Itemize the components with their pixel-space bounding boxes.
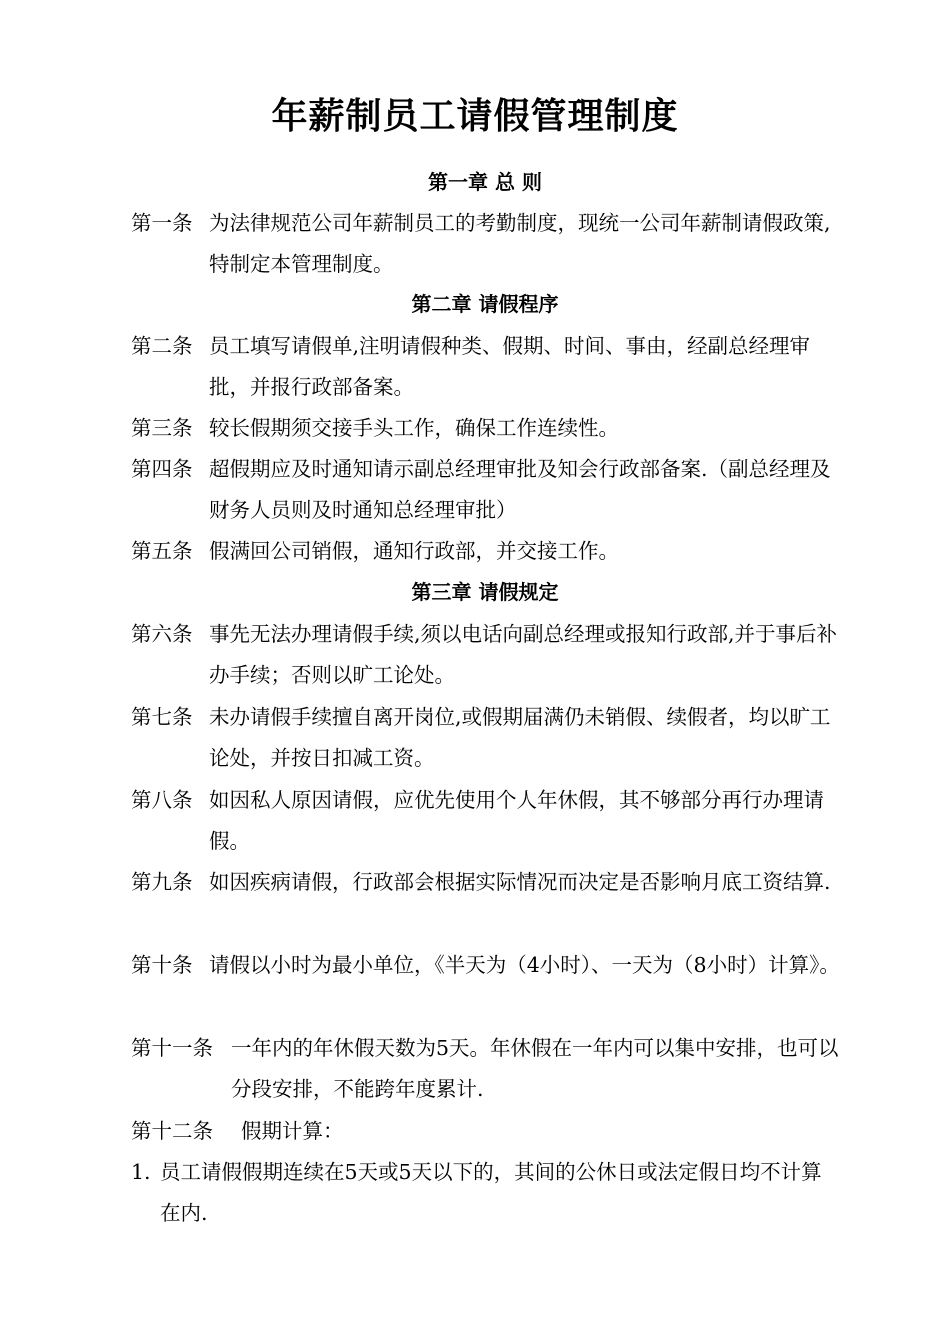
article-1 bbox=[131, 203, 841, 285]
chapter-heading-2: 第二章 请假程序 bbox=[411, 292, 559, 316]
article-number: 第二条 bbox=[131, 334, 193, 358]
article-number: 第七条 bbox=[131, 705, 193, 729]
article-text: 如因私人原因请假，应优先使用个人年休假，其不够部分再行办理请假。 bbox=[209, 788, 824, 853]
article-number: 第四条 bbox=[131, 457, 193, 481]
article-text: 请假以小时为最小单位，《半天为（4小时）、一天为（8小时）计算》。 bbox=[209, 953, 840, 977]
article-number: 第九条 bbox=[131, 870, 193, 894]
article-number: 第十条 bbox=[131, 953, 193, 977]
list-item-number: 1. bbox=[131, 1160, 151, 1184]
article-11 bbox=[131, 1028, 841, 1110]
article-text: 一年内的年休假天数为5天。年休假在一年内可以集中安排，也可以分段安排，不能跨年度累计. bbox=[231, 1036, 839, 1101]
article-number: 第八条 bbox=[131, 788, 193, 812]
article-5 bbox=[131, 531, 841, 572]
article-3 bbox=[131, 408, 841, 449]
document-title: 年薪制员工请假管理制度 bbox=[271, 96, 679, 137]
list-item-text: 员工请假假期连续在5天或5天以下的，其间的公休日或法定假日均不计算在内. bbox=[160, 1160, 822, 1225]
article-number: 第十一条 bbox=[131, 1036, 213, 1060]
list-item-1 bbox=[131, 1152, 841, 1234]
article-text: 如因疾病请假，行政部会根据实际情况而决定是否影响月底工资结算. bbox=[209, 870, 831, 894]
chapter-heading-1: 第一章 总 则 bbox=[428, 170, 542, 194]
article-number: 第一条 bbox=[131, 211, 193, 235]
article-10 bbox=[131, 945, 841, 986]
article-text: 假满回公司销假，通知行政部，并交接工作。 bbox=[209, 539, 619, 563]
article-text: 超假期应及时通知请示副总经理审批及知会行政部备案.（副总经理及财务人员则及时通知总经理审批） bbox=[209, 457, 831, 522]
article-number: 第六条 bbox=[131, 622, 193, 646]
article-7 bbox=[131, 697, 841, 779]
article-text: 假期计算： bbox=[241, 1119, 344, 1143]
article-text: 为法律规范公司年薪制员工的考勤制度，现统一公司年薪制请假政策,特制定本管理制度。 bbox=[209, 211, 831, 276]
article-8 bbox=[131, 780, 841, 862]
article-12 bbox=[131, 1111, 841, 1152]
article-text: 较长假期须交接手头工作，确保工作连续性。 bbox=[209, 416, 619, 440]
article-9 bbox=[131, 862, 841, 903]
chapter-heading-3: 第三章 请假规定 bbox=[411, 580, 559, 604]
article-2 bbox=[131, 326, 841, 408]
article-number: 第三条 bbox=[131, 416, 193, 440]
article-text: 员工填写请假单,注明请假种类、假期、时间、事由，经副总经理审批，并报行政部备案。 bbox=[209, 334, 811, 399]
article-text: 未办请假手续擅自离开岗位,或假期届满仍未销假、续假者，均以旷工论处，并按日扣减工资。 bbox=[209, 705, 831, 770]
article-text: 事先无法办理请假手续,须以电话向副总经理或报知行政部,并于事后补办手续；否则以旷工论处。 bbox=[209, 622, 838, 687]
article-number: 第十二条 bbox=[131, 1119, 213, 1143]
article-4 bbox=[131, 449, 841, 531]
article-6 bbox=[131, 614, 841, 696]
article-number: 第五条 bbox=[131, 539, 193, 563]
